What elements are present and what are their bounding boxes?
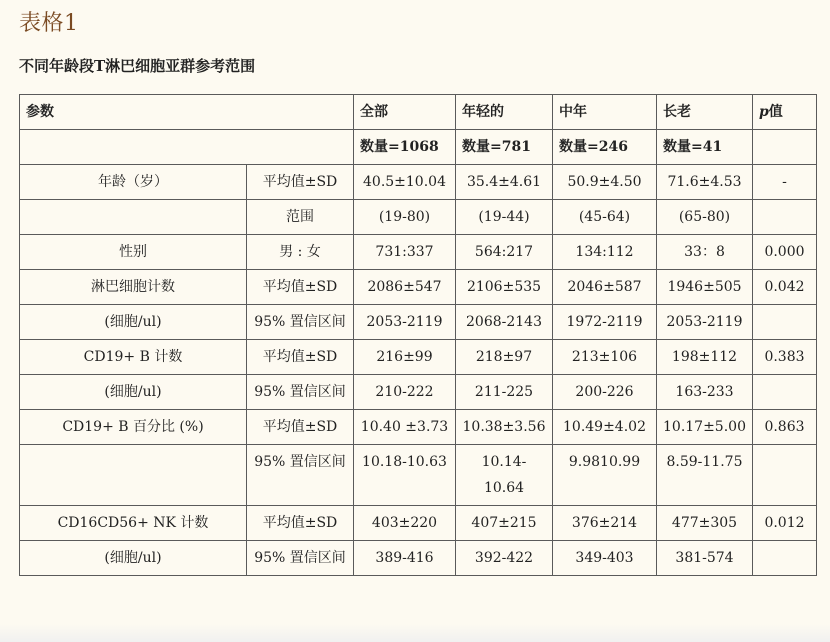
count-young: 数量=781: [456, 130, 553, 165]
p-value: [753, 445, 817, 506]
stat-type: 平均值±SD: [247, 506, 354, 541]
bottom-shadow: [0, 624, 830, 642]
value-old: 71.6±4.53: [657, 165, 753, 200]
value-young: 218±97: [456, 340, 553, 375]
value-young: 392-422: [456, 541, 553, 576]
value-old: 163-233: [657, 375, 753, 410]
count-all: 数量=1068: [354, 130, 456, 165]
p-value: [753, 375, 817, 410]
row-label: (细胞/ul): [20, 541, 247, 576]
p-suffix: 值: [768, 104, 783, 120]
value-middle: 200-226: [553, 375, 657, 410]
value-all: 10.18-10.63: [354, 445, 456, 506]
row-label: 年龄（岁）: [20, 165, 247, 200]
value-young: 10.38±3.56: [456, 410, 553, 445]
p-letter: p: [759, 104, 769, 120]
value-old: 33：8: [657, 235, 753, 270]
value-all: 216±99: [354, 340, 456, 375]
header-param: 参数: [20, 95, 354, 130]
value-young: 211-225: [456, 375, 553, 410]
value-old: 10.17±5.00: [657, 410, 753, 445]
p-value: 0.000: [753, 235, 817, 270]
p-value: [753, 541, 817, 576]
value-all: 731:337: [354, 235, 456, 270]
table-row: [20, 410, 817, 445]
value-all: 403±220: [354, 506, 456, 541]
p-value: [753, 200, 817, 235]
value-all: 389-416: [354, 541, 456, 576]
table-row: [20, 305, 817, 340]
stat-type: 平均值±SD: [247, 270, 354, 305]
value-middle: 134:112: [553, 235, 657, 270]
value-middle: 9.9810.99: [553, 445, 657, 506]
value-middle: 376±214: [553, 506, 657, 541]
table-row: [20, 235, 817, 270]
count-row: [20, 130, 817, 165]
p-value: 0.042: [753, 270, 817, 305]
stat-type: 平均值±SD: [247, 165, 354, 200]
p-value: [753, 305, 817, 340]
row-label: CD19+ B 百分比 (%): [20, 410, 247, 445]
value-old: 1946±505: [657, 270, 753, 305]
value-old: 477±305: [657, 506, 753, 541]
value-old: 2053-2119: [657, 305, 753, 340]
reference-range-table: [19, 94, 817, 576]
table-row: [20, 200, 817, 235]
table-row: [20, 165, 817, 200]
stat-type: 95% 置信区间: [247, 375, 354, 410]
p-value: -: [753, 165, 817, 200]
table-row: [20, 445, 817, 506]
header-old: 长老: [657, 95, 753, 130]
header-row: [20, 95, 817, 130]
stat-type: 95% 置信区间: [247, 445, 354, 506]
value-all: 2053-2119: [354, 305, 456, 340]
p-value: 0.863: [753, 410, 817, 445]
value-young: 564:217: [456, 235, 553, 270]
stat-type: 95% 置信区间: [247, 305, 354, 340]
p-value: 0.012: [753, 506, 817, 541]
count-row-blank: [20, 130, 354, 165]
value-all: 10.40 ±3.73: [354, 410, 456, 445]
header-young: 年轻的: [456, 95, 553, 130]
value-all: (19-80): [354, 200, 456, 235]
row-label: CD19+ B 计数: [20, 340, 247, 375]
stat-type: 平均值±SD: [247, 410, 354, 445]
value-young: 10.14-10.64: [456, 445, 553, 506]
header-all: 全部: [354, 95, 456, 130]
value-young: 2068-2143: [456, 305, 553, 340]
row-label: CD16CD56+ NK 计数: [20, 506, 247, 541]
page-title: 表格1: [19, 11, 79, 36]
value-young: 407±215: [456, 506, 553, 541]
row-label: 淋巴细胞计数: [20, 270, 247, 305]
value-old: 198±112: [657, 340, 753, 375]
value-middle: 1972-2119: [553, 305, 657, 340]
header-p-value: [753, 95, 817, 130]
header-middle: 中年: [553, 95, 657, 130]
row-label: (细胞/ul): [20, 305, 247, 340]
count-middle: 数量=246: [553, 130, 657, 165]
value-young: 2106±535: [456, 270, 553, 305]
value-middle: (45-64): [553, 200, 657, 235]
row-label: (细胞/ul): [20, 375, 247, 410]
table-row: [20, 541, 817, 576]
value-all: 40.5±10.04: [354, 165, 456, 200]
value-young: (19-44): [456, 200, 553, 235]
value-middle: 50.9±4.50: [553, 165, 657, 200]
stat-type: 范围: [247, 200, 354, 235]
row-label: [20, 200, 247, 235]
stat-type: 平均值±SD: [247, 340, 354, 375]
count-old: 数量=41: [657, 130, 753, 165]
stat-type: 95% 置信区间: [247, 541, 354, 576]
value-middle: 10.49±4.02: [553, 410, 657, 445]
value-old: 381-574: [657, 541, 753, 576]
value-all: 210-222: [354, 375, 456, 410]
table-caption: 不同年龄段T淋巴细胞亚群参考范围: [19, 57, 256, 75]
table-row: [20, 375, 817, 410]
table-row: [20, 270, 817, 305]
p-value: 0.383: [753, 340, 817, 375]
value-old: (65-80): [657, 200, 753, 235]
table-row: [20, 506, 817, 541]
stat-type: 男 : 女: [247, 235, 354, 270]
table-row: [20, 340, 817, 375]
value-all: 2086±547: [354, 270, 456, 305]
value-middle: 2046±587: [553, 270, 657, 305]
count-p-blank: [753, 130, 817, 165]
row-label: 性别: [20, 235, 247, 270]
value-middle: 349-403: [553, 541, 657, 576]
value-middle: 213±106: [553, 340, 657, 375]
row-label: [20, 445, 247, 506]
value-old: 8.59-11.75: [657, 445, 753, 506]
value-young: 35.4±4.61: [456, 165, 553, 200]
